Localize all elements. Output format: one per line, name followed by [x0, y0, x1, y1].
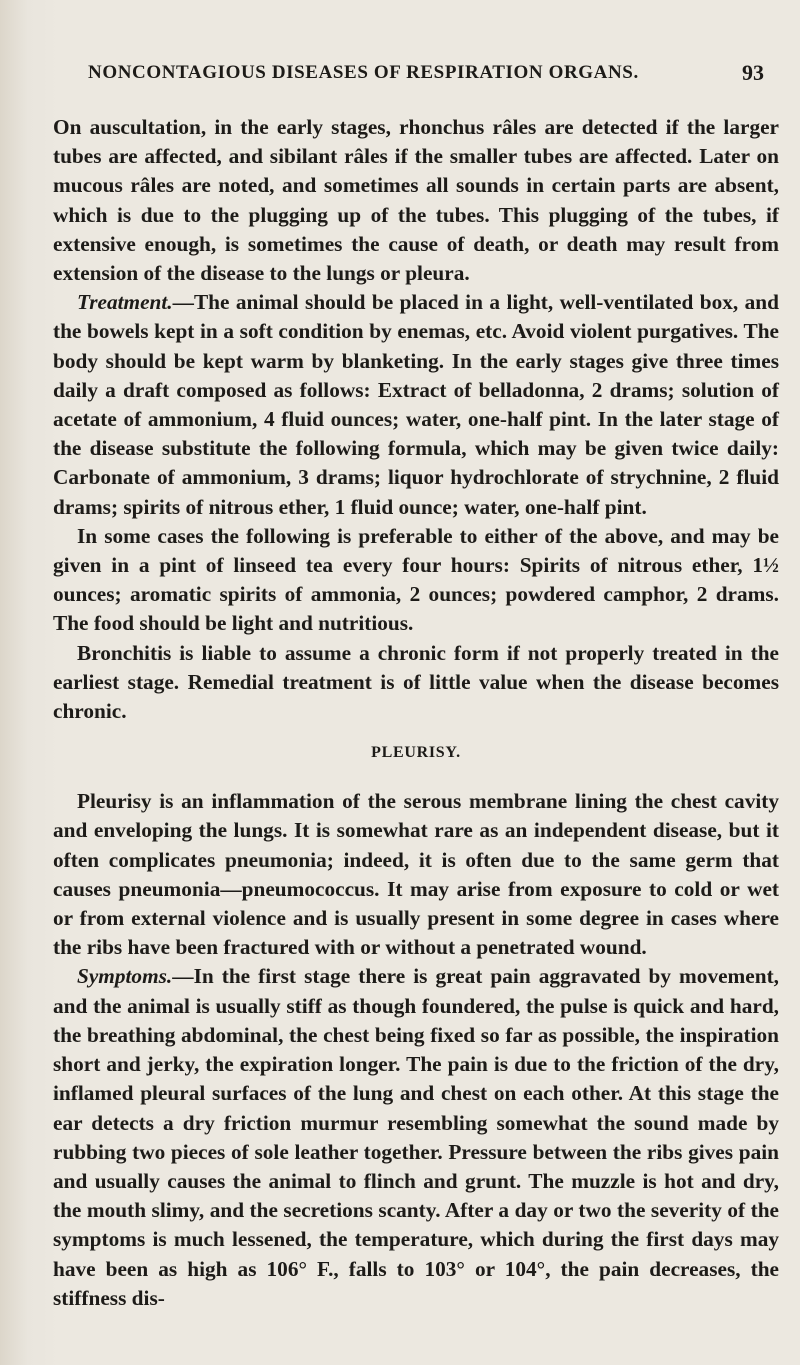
paragraph-text: In some cases the following is preferable to either of the above, and may be given in a pint of linseed tea every four hours: Spirits of nitrous ether, 1½ ounces; aromatic spirits of ammonia, 2 ounces; powdered camphor, 2 drams. The food should be light and nutritious.	[53, 523, 779, 636]
paragraph-chronic-form	[53, 639, 779, 727]
running-head	[88, 62, 772, 92]
paragraph-alternative-formula	[53, 522, 779, 639]
paragraph-text: Bronchitis is liable to assume a chronic form if not properly treated in the earliest stage. Remedial treatment is of little value when the disease becomes chronic.	[53, 640, 779, 724]
run-in-heading-symptoms: Symptoms.	[77, 964, 173, 989]
run-in-heading-treatment: Treatment.	[77, 290, 173, 315]
paragraph-text: —In the first stage there is great pain aggravated by movement, and the animal is usually stiff as though foundered, the pulse is quick and hard, the breathing abdominal, the chest being fixed so far as possible, the inspiration short and jerky, the expiration longer. The pain is due to the friction of the dry, inflamed pleural surfaces of the lung and chest on each other. At this stage the ear detects a dry friction murmur resembling somewhat the sound made by rubbing two pieces of sole leather together. Pressure between the ribs gives pain and usually causes the animal to flinch and grunt. The muzzle is hot and dry, the mouth slimy, and the secretions scanty. After a day or two the severity of the symptoms is much lessened, the temperature, which during the first days may have been as high as 106° F., falls to 103° or 104°, the pain decreases, the stiffness dis-	[53, 964, 779, 1310]
paragraph-text: —The animal should be placed in a light, well-ventilated box, and the bowels kept in a soft condition by enemas, etc. Avoid violent purgatives. The body should be kept warm by blanketing. In the early stages give three times daily a draft composed as follows: Extract of belladonna, 2 drams; solution of acetate of ammonium, 4 fluid ounces; water, one-half pint. In the later stage of the disease substitute the following formula, which may be given twice daily: Carbonate of ammonium, 3 drams; liquor hydrochlorate of strychnine, 2 fluid drams; spirits of nitrous ether, 1 fluid ounce; water, one-half pint.	[53, 290, 779, 519]
paragraph-treatment	[53, 288, 779, 522]
page-number: 93	[742, 60, 764, 85]
paragraph-pleurisy-definition	[53, 787, 779, 962]
paragraph-text: On auscultation, in the early stages, rhonchus râles are detected if the larger tubes are affected, and sibilant râles if the smaller tubes are affected. Later on mucous râles are noted, and sometimes all sounds in certain parts are absent, which is due to the plugging up of the tubes. This plugging of the tubes, if extensive enough, is sometimes the cause of death, or death may result from extension of the disease to the lungs or pleura.	[53, 115, 779, 286]
paragraph-symptoms	[53, 962, 779, 1312]
body-text	[53, 113, 779, 1313]
paragraph-text: Pleurisy is an inflammation of the serous membrane lining the chest cavity and enveloping the lungs. It is somewhat rare as an independent disease, but it often complicates pneumonia; indeed, it is often due to the same germ that causes pneumonia—pneumococcus. It may arise from exposure to cold or wet or from external violence and is usually present in some degree in cases where the ribs have been fractured with or without a penetrated wound.	[53, 789, 779, 960]
section-heading-pleurisy: PLEURISY.	[371, 744, 461, 762]
paragraph-auscultation	[53, 113, 779, 288]
running-head-title: NONCONTAGIOUS DISEASES OF RESPIRATION ORGANS.	[88, 62, 639, 83]
